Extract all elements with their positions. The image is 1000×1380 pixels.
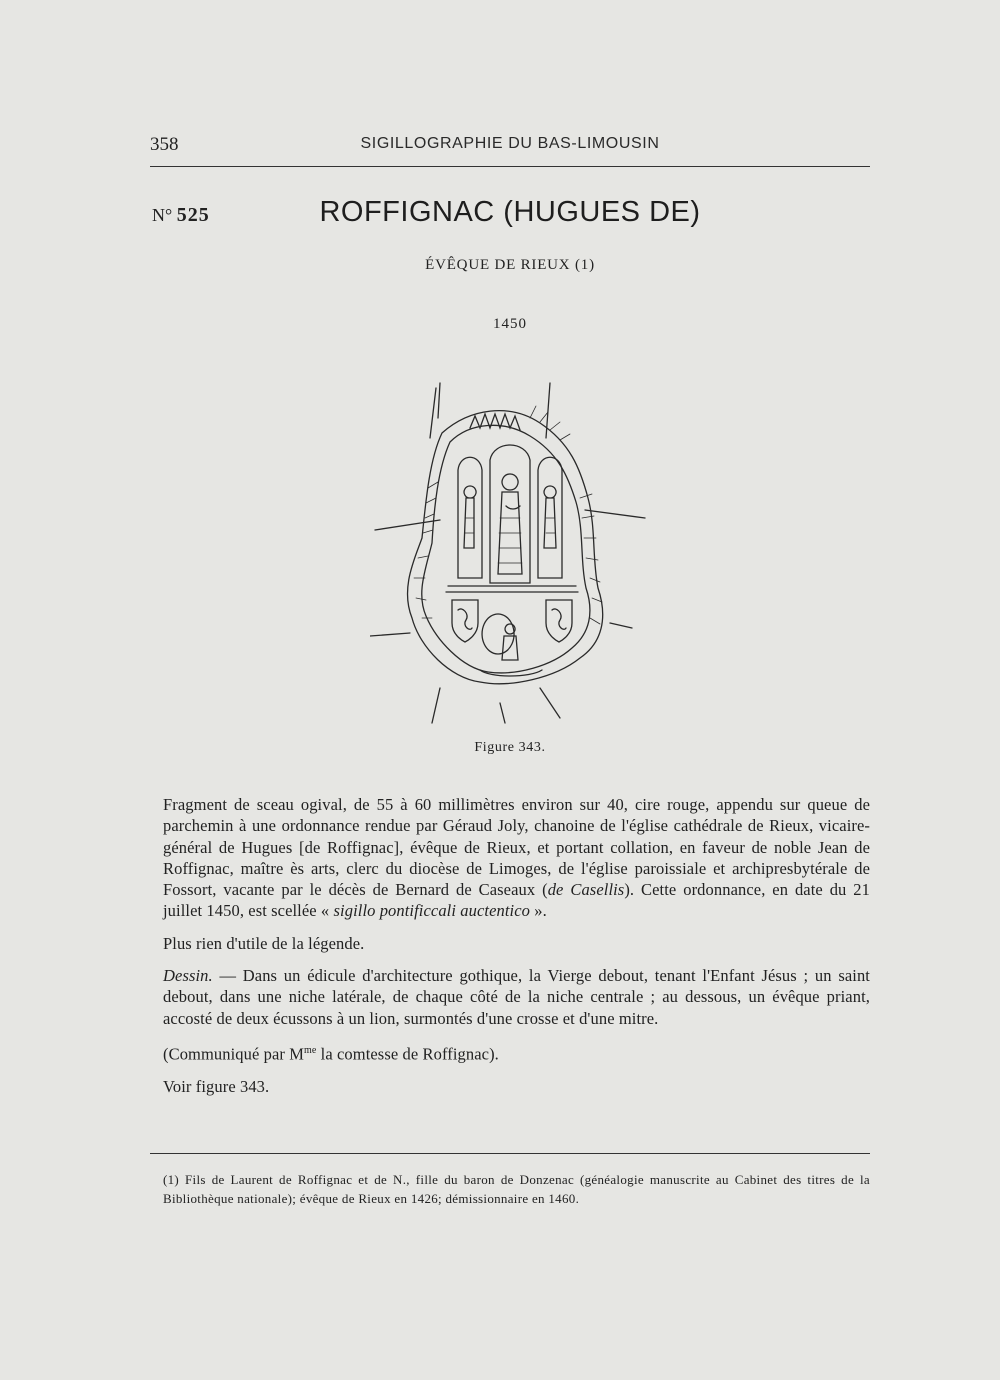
p1-part-c: ».	[530, 901, 547, 921]
dessin-label: Dessin.	[163, 966, 213, 986]
p1-part-b: ). Cette ordonnance, en date du 21 juillet 1450, est scellée «	[163, 880, 870, 921]
paragraph-dessin	[163, 965, 870, 1029]
entry-year: 1450	[493, 316, 527, 332]
paragraph-description	[163, 794, 870, 922]
footnote-rule	[150, 1153, 870, 1154]
header-rule	[150, 166, 870, 167]
running-head	[150, 134, 870, 158]
entry-title: ROFFIGNAC (HUGUES DE)	[319, 196, 701, 228]
paragraph-legend: Plus rien d'utile de la légende.	[163, 933, 365, 953]
entry-subtitle: ÉVÊQUE DE RIEUX (1)	[425, 257, 595, 273]
entry-number-prefix: N°	[152, 205, 173, 225]
communique-sup: me	[304, 1044, 317, 1056]
communique-b: la comtesse de Roffignac).	[316, 1044, 499, 1064]
paragraph-communique	[163, 1040, 870, 1065]
running-title: SIGILLOGRAPHIE DU BAS-LIMOUSIN	[360, 135, 660, 152]
dessin-text: — Dans un édicule d'architecture gothique, la Vierge debout, tenant l'Enfant Jésus ; un saint debout, dans une niche latérale, de chaque côté de la niche centrale ; au dessous, un évêque priant, accosté de deux écussons à un lion, surmontés d'une crosse et d'une mitre.	[163, 966, 870, 1028]
footnote: (1) Fils de Laurent de Roffignac et de N., fille du baron de Donzenac (généalogie manuscrite au Cabinet des titres de la Bibliothèque nationale); évêque de Rieux en 1426; démissionnaire en 1460.	[163, 1172, 870, 1206]
p1-part-a: Fragment de sceau ogival, de 55 à 60 millimètres environ sur 40, cire rouge, appendu sur queue de parchemin à une ordonnance rendue par Géraud Joly, chanoine de l'église cathédrale de Rieux, vicaire-général de Hugues [de Roffignac], évêque de Rieux, et portant collation, en faveur de noble Jean de Roffignac, maître ès arts, clerc du diocèse de Limoges, de l'église paroissiale et archipresbytérale de Fossort, vacante par le décès de Bernard de Caseaux (	[163, 795, 870, 900]
entry-number-value: 525	[176, 204, 210, 226]
p1-italic-sigillo: sigillo pontificcali auctentico	[333, 901, 530, 921]
figure-caption: Figure 343.	[474, 740, 546, 755]
seal-illustration	[370, 378, 650, 728]
p1-italic-de-casellis: de Casellis	[547, 880, 625, 900]
page-number: 358	[150, 134, 179, 155]
paragraph-voir-figure: Voir figure 343.	[163, 1076, 270, 1096]
body-text	[163, 794, 870, 1108]
communique-a: (Communiqué par M	[163, 1044, 305, 1064]
